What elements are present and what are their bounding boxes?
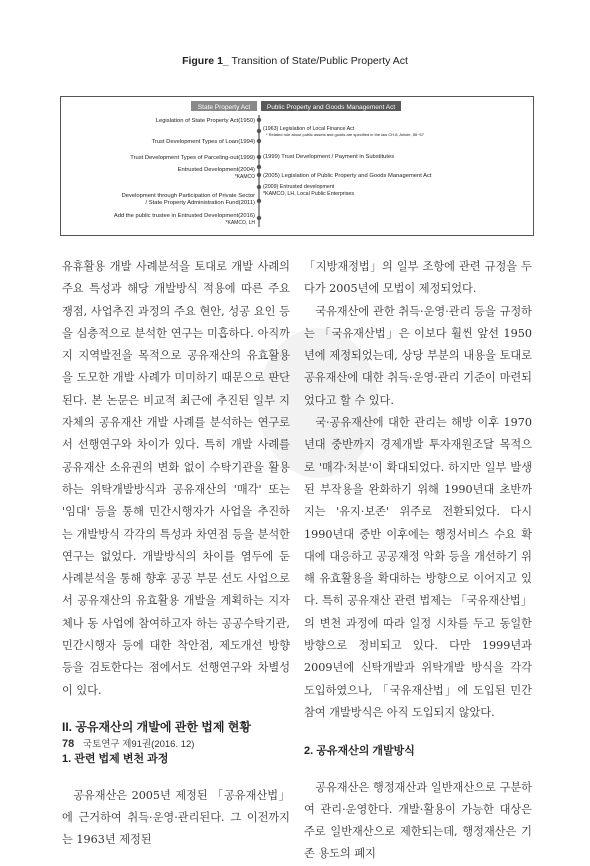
timeline-dot	[257, 185, 261, 189]
journal-citation: 국토연구 제91권(2016. 12)	[82, 739, 195, 750]
timeline-dot	[257, 118, 261, 122]
figure-timeline	[60, 96, 534, 236]
left-event: / State Property Administration Fund(2011)	[145, 200, 255, 206]
left-event: Legislation of State Property Act(1950)	[155, 118, 255, 124]
right-event: (2009) Entrusted development	[263, 184, 335, 190]
left-column	[62, 256, 290, 851]
right-event: (2005) Legislation of Public Property and Goods Management Act	[263, 173, 432, 179]
right-event: (1963) Legislation of Local Finance Act	[263, 126, 355, 132]
body-paragraph: 유휴활용 개발 사례분석을 토대로 개발 사례의 주요 특성과 해당 개발방식 적용에 따른 주요 쟁점, 사업추진 과정의 주요 현안, 성공 요인 등을 심층적으로 분석한 연구는 미흡하다. 아직까지 지역발전을 목적으로 공유재산의 유효활용을 도모한 개발 사례가 미미하기 때문으로 판단된다. 본 논문은 비교적 최근에 추진된 일부 지자체의 공유재산 개발 사례를 분석하는 연구로서 선행연구와 차이가 있다. 특히 개발 사례를 공유재산 소유권의 변화 없이 수탁기관을 활용하는 위탁개발방식과 공유재산의 '매각' 또는 '임대' 등을 통해 민간시행자가 사업을 추진하는 개발방식 각각의 특성과 차연점 등을 분석한 연구는 없었다. 개발방식의 차이를 염두에 둔 사례분석을 통해 향후 공공 부문 선도 사업으로서 공유재산의 유효활용 개발을 계획하는 지자체나 동 사업에 참여하고자 하는 공공수탁기관, 민간시행자 등에 대한 착안점, 제도개선 방향 등을 검토한다는 점에서도 선행연구와 차별성이 있다.	[62, 260, 290, 697]
body-paragraph: 국·공유재산에 대한 관리는 해방 이후 1970년대 중반까지 경제개발 투자재원조달 목적으로 '매각·처분'이 확대되었다. 하지만 일부 발생된 부작용을 완화하기 위해 1990년대 초반까지는 '유지·보존' 위주로 전환되었다. 다시 1990년대 중반 이후에는 행정서비스 수요 확대에 대응하고 공공재정 악화 등을 개선하기 위해 유효활용을 확대하는 방향으로 이어지고 있다. 특히 공유재산 관련 법제는 「국유재산법」의 변천 과정에 따라 일정 시차를 두고 동일한 방향으로 정비되고 있다. 다만 1999년과 2009년에 신탁개발과 위탁개발 방식을 각각 도입하였으나, 「국유재산법」에 도입된 민간참여 개발방식은 아직 도입되지 않았다.	[304, 416, 532, 719]
timeline-dot	[257, 165, 261, 169]
figure-label: Figure 1_	[182, 55, 229, 67]
figure-caption: Transition of State/Public Property Act	[231, 55, 408, 67]
left-event-note: *KAMCO, LH	[225, 220, 255, 226]
right-event-note: *KAMCO, LH, Local Public Enterprises	[263, 191, 354, 197]
left-event: Trust Development Types of Loan(1994)	[151, 139, 255, 145]
page-footer	[62, 736, 194, 750]
timeline-dot	[257, 199, 261, 203]
subsection-heading: 2. 공유재산의 개발방식	[304, 745, 415, 758]
right-column	[304, 256, 532, 866]
right-event-note: * Related rule about public assets and goods are specified in the law CH.8, Article, 56~57	[266, 132, 424, 137]
subsection-heading: 1. 관련 법제 변천 과정	[62, 753, 169, 766]
body-paragraph: 공유재산은 행정재산과 일반재산으로 구분하여 관리·운영한다. 개발·활용이 가능한 대상은 주로 일반재산으로 제한되는데, 행정재산은 기존 용도의 폐지	[304, 780, 532, 861]
left-event: Trust Development Types of Parceling-out(1999)	[130, 155, 255, 161]
left-event: Add the public trustee in Entrusted Development(2016)	[113, 213, 255, 219]
timeline-dot	[257, 155, 261, 159]
body-paragraph: 「지방재정법」의 일부 조항에 관련 규정을 두다가 2005년에 모법이 제정되었다.	[304, 260, 532, 296]
left-event-note: *KAMCO	[234, 174, 255, 180]
body-paragraph: 국유재산에 관한 취득·운영·관리 등을 규정하는 「국유재산법」은 이보다 훨씬 앞선 1950년에 제정되었는데, 상당 부분의 내용을 토대로 공유재산에 대한 취득·운영·관리 기준이 마련되었다고 할 수 있다.	[304, 304, 532, 407]
timeline-dot	[257, 173, 261, 177]
left-event: Development through Participation of Private Sector	[121, 193, 255, 199]
section-heading: II. 공유재산의 개발에 관한 법제 현황	[62, 719, 251, 734]
timeline-dot	[257, 129, 261, 133]
timeline-dot	[257, 216, 261, 220]
header-right-label: Public Property and Goods Management Act	[266, 104, 396, 111]
body-paragraph: 공유재산은 2005년 제정된 「공유재산법」에 근거하여 취득·운영·관리된다. 그 이전까지는 1963년 제정된	[62, 788, 290, 847]
left-event: Entrusted Development(2004)	[177, 167, 255, 173]
figure-title	[0, 55, 590, 67]
timeline-dot	[257, 139, 261, 143]
page-number: 78	[62, 738, 75, 750]
timeline-diagram	[61, 97, 533, 235]
header-left-label: State Property Act	[197, 104, 251, 111]
right-event: (1999) Trust Development / Payment in Substitutes	[263, 154, 395, 160]
